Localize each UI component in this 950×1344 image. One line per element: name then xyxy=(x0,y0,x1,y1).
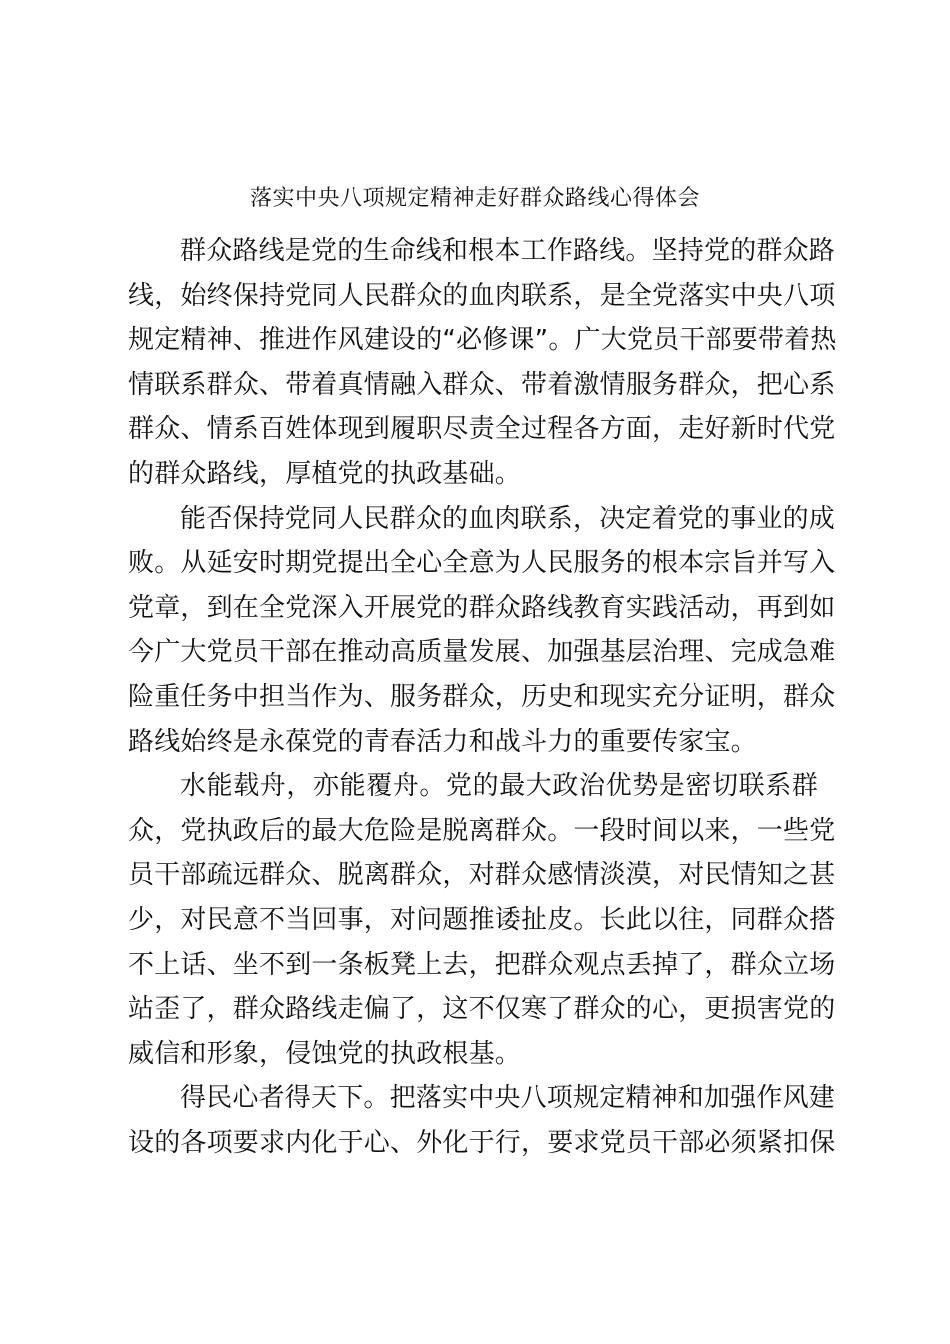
paragraph-1-line-3: 规定精神、推进作风建设的“必修课”。广大党员干部要带着热 xyxy=(128,325,837,356)
document-title: 落实中央八项规定精神走好群众路线心得体会 xyxy=(249,186,700,211)
paragraph-2-line-1: 能否保持党同人民群众的血肉联系，决定着党的事业的成 xyxy=(180,503,836,534)
paragraph-1-line-4: 情联系群众、带着真情融入群众、带着激情服务群众，把心系 xyxy=(128,369,836,400)
paragraph-3-line-5: 不上话、坐不到一条板凳上去，把群众观点丢掉了，群众立场 xyxy=(128,949,836,980)
paragraph-2-line-4: 今广大党员干部在推动高质量发展、加强基层治理、完成急难 xyxy=(128,637,836,668)
paragraph-1-line-1: 群众路线是党的生命线和根本工作路线。坚持党的群众路 xyxy=(180,236,836,266)
paragraph-3-line-1: 水能载舟，亦能覆舟。党的最大政治优势是密切联系群 xyxy=(180,771,818,802)
paragraph-1-line-5: 群众、情系百姓体现到履职尽责全过程各方面，走好新时代党 xyxy=(128,414,836,445)
paragraph-2-line-6: 路线始终是永葆党的青春活力和战斗力的重要传家宝。 xyxy=(128,726,757,757)
paragraph-3-line-4: 少，对民意不当回事，对问题推诿扯皮。长此以往，同群众搭 xyxy=(128,904,836,935)
paragraph-1-line-6: 的群众路线，厚植党的执政基础。 xyxy=(128,458,522,489)
paragraph-2-line-5: 险重任务中担当作为、服务群众，历史和现实充分证明，群众 xyxy=(128,681,836,712)
paragraph-1-line-2: 线，始终保持党同人民群众的血肉联系，是全党落实中央八项 xyxy=(128,280,836,311)
document-body xyxy=(128,229,837,1165)
paragraph-3-line-7: 威信和形象，侵蚀党的执政根基。 xyxy=(128,1038,522,1069)
paragraph-3-line-2: 众，党执政后的最大危险是脱离群众。一段时间以来，一些党 xyxy=(128,815,836,846)
paragraph-4-line-1: 得民心者得天下。把落实中央八项规定精神和加强作风建 xyxy=(180,1083,836,1114)
paragraph-4-line-2: 设的各项要求内化于心、外化于行，要求党员干部必须紧扣保 xyxy=(128,1127,836,1158)
paragraph-3-line-3: 员干部疏远群众、脱离群众，对群众感情淡漠，对民情知之甚 xyxy=(128,860,836,891)
paragraph-2-line-3: 党章，到在全党深入开展党的群众路线教育实践活动，再到如 xyxy=(128,592,836,623)
paragraph-3-line-6: 站歪了，群众路线走偏了，这不仅寒了群众的心，更损害党的 xyxy=(128,994,836,1025)
paragraph-2-line-2: 败。从延安时期党提出全心全意为人民服务的根本宗旨并写入 xyxy=(128,548,836,579)
